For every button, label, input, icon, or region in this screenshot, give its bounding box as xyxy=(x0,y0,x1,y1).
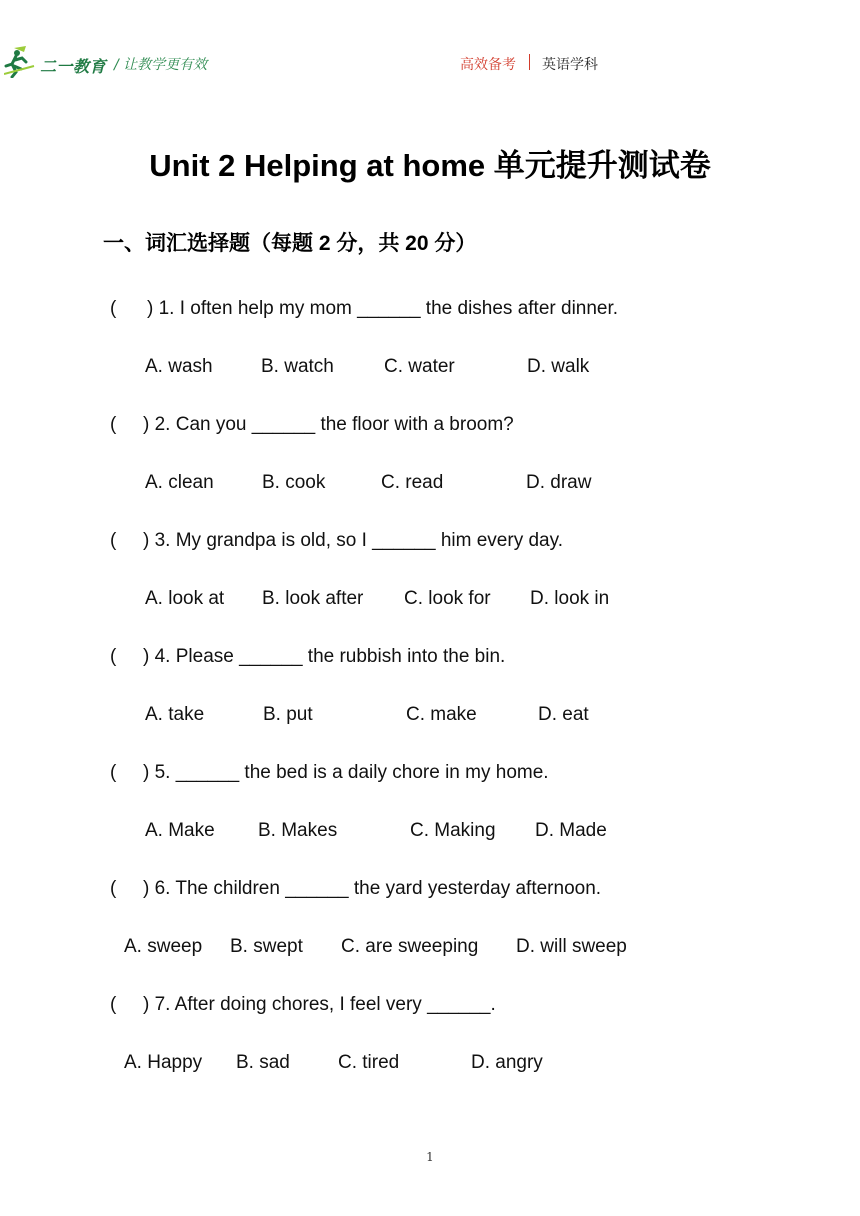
option-c: C. Making xyxy=(410,820,496,841)
option-b: B. cook xyxy=(262,472,326,493)
answer-blank: ( xyxy=(110,414,117,435)
option-c: C. tired xyxy=(338,1052,400,1073)
option-d: D. will sweep xyxy=(516,936,627,957)
runner-logo-icon xyxy=(4,44,44,78)
slogan: / 让教学更有效 xyxy=(114,57,208,73)
question-text: ) 4. Please ______ the rubbish into the bin. xyxy=(143,646,506,667)
header-label-right: 英语学科 xyxy=(542,57,598,73)
document-title: Unit 2 Helping at home 单元提升测试卷 xyxy=(149,148,711,183)
answer-blank: ( xyxy=(110,530,117,551)
option-b: B. look after xyxy=(262,588,364,609)
option-c: C. make xyxy=(406,704,477,725)
option-d: D. Made xyxy=(535,820,607,841)
section-title: 一、词汇选择题（每题 2 分，共 20 分） xyxy=(103,232,477,255)
question-6 xyxy=(0,878,860,904)
option-d: D. walk xyxy=(527,356,590,377)
option-a: A. look at xyxy=(145,588,225,609)
option-d: D. draw xyxy=(526,472,592,493)
option-a: A. Make xyxy=(145,820,215,841)
question-text: ) 6. The children ______ the yard yesterday afternoon. xyxy=(143,878,602,899)
question-3 xyxy=(0,530,860,556)
option-a: A. clean xyxy=(145,472,214,493)
header-divider xyxy=(529,54,530,70)
question-4 xyxy=(0,646,860,672)
page-header xyxy=(0,0,860,100)
logo-text: 二一教育 xyxy=(40,57,107,76)
header-label-left: 高效备考 xyxy=(460,57,516,73)
answer-blank: ( xyxy=(110,878,117,899)
option-a: A. Happy xyxy=(124,1052,203,1073)
option-a: A. sweep xyxy=(124,936,203,957)
question-text: ) 1. I often help my mom ______ the dishes after dinner. xyxy=(147,298,619,319)
option-c: C. water xyxy=(384,356,455,377)
answer-blank: ( xyxy=(110,298,117,319)
page-number: 1 xyxy=(426,1150,434,1164)
option-b: B. swept xyxy=(230,936,303,957)
question-text: ) 7. After doing chores, I feel very ______. xyxy=(143,994,496,1015)
answer-blank: ( xyxy=(110,762,117,783)
option-d: D. eat xyxy=(538,704,589,725)
answer-blank: ( xyxy=(110,994,117,1015)
question-text: ) 3. My grandpa is old, so I ______ him every day. xyxy=(143,530,563,551)
question-7 xyxy=(0,994,860,1020)
brand-logo xyxy=(4,44,114,78)
option-b: B. put xyxy=(263,704,313,725)
option-c: C. read xyxy=(381,472,444,493)
option-c: C. are sweeping xyxy=(341,936,479,957)
option-a: A. take xyxy=(145,704,205,725)
option-a: A. wash xyxy=(145,356,213,377)
question-text: ) 5. ______ the bed is a daily chore in my home. xyxy=(143,762,549,783)
option-d: D. angry xyxy=(471,1052,543,1073)
option-b: B. sad xyxy=(236,1052,290,1073)
answer-blank: ( xyxy=(110,646,117,667)
question-2 xyxy=(0,414,860,440)
option-d: D. look in xyxy=(530,588,610,609)
question-1 xyxy=(0,298,860,324)
option-c: C. look for xyxy=(404,588,491,609)
option-b: B. Makes xyxy=(258,820,338,841)
question-5 xyxy=(0,762,860,788)
question-text: ) 2. Can you ______ the floor with a broom? xyxy=(143,414,514,435)
option-b: B. watch xyxy=(261,356,334,377)
